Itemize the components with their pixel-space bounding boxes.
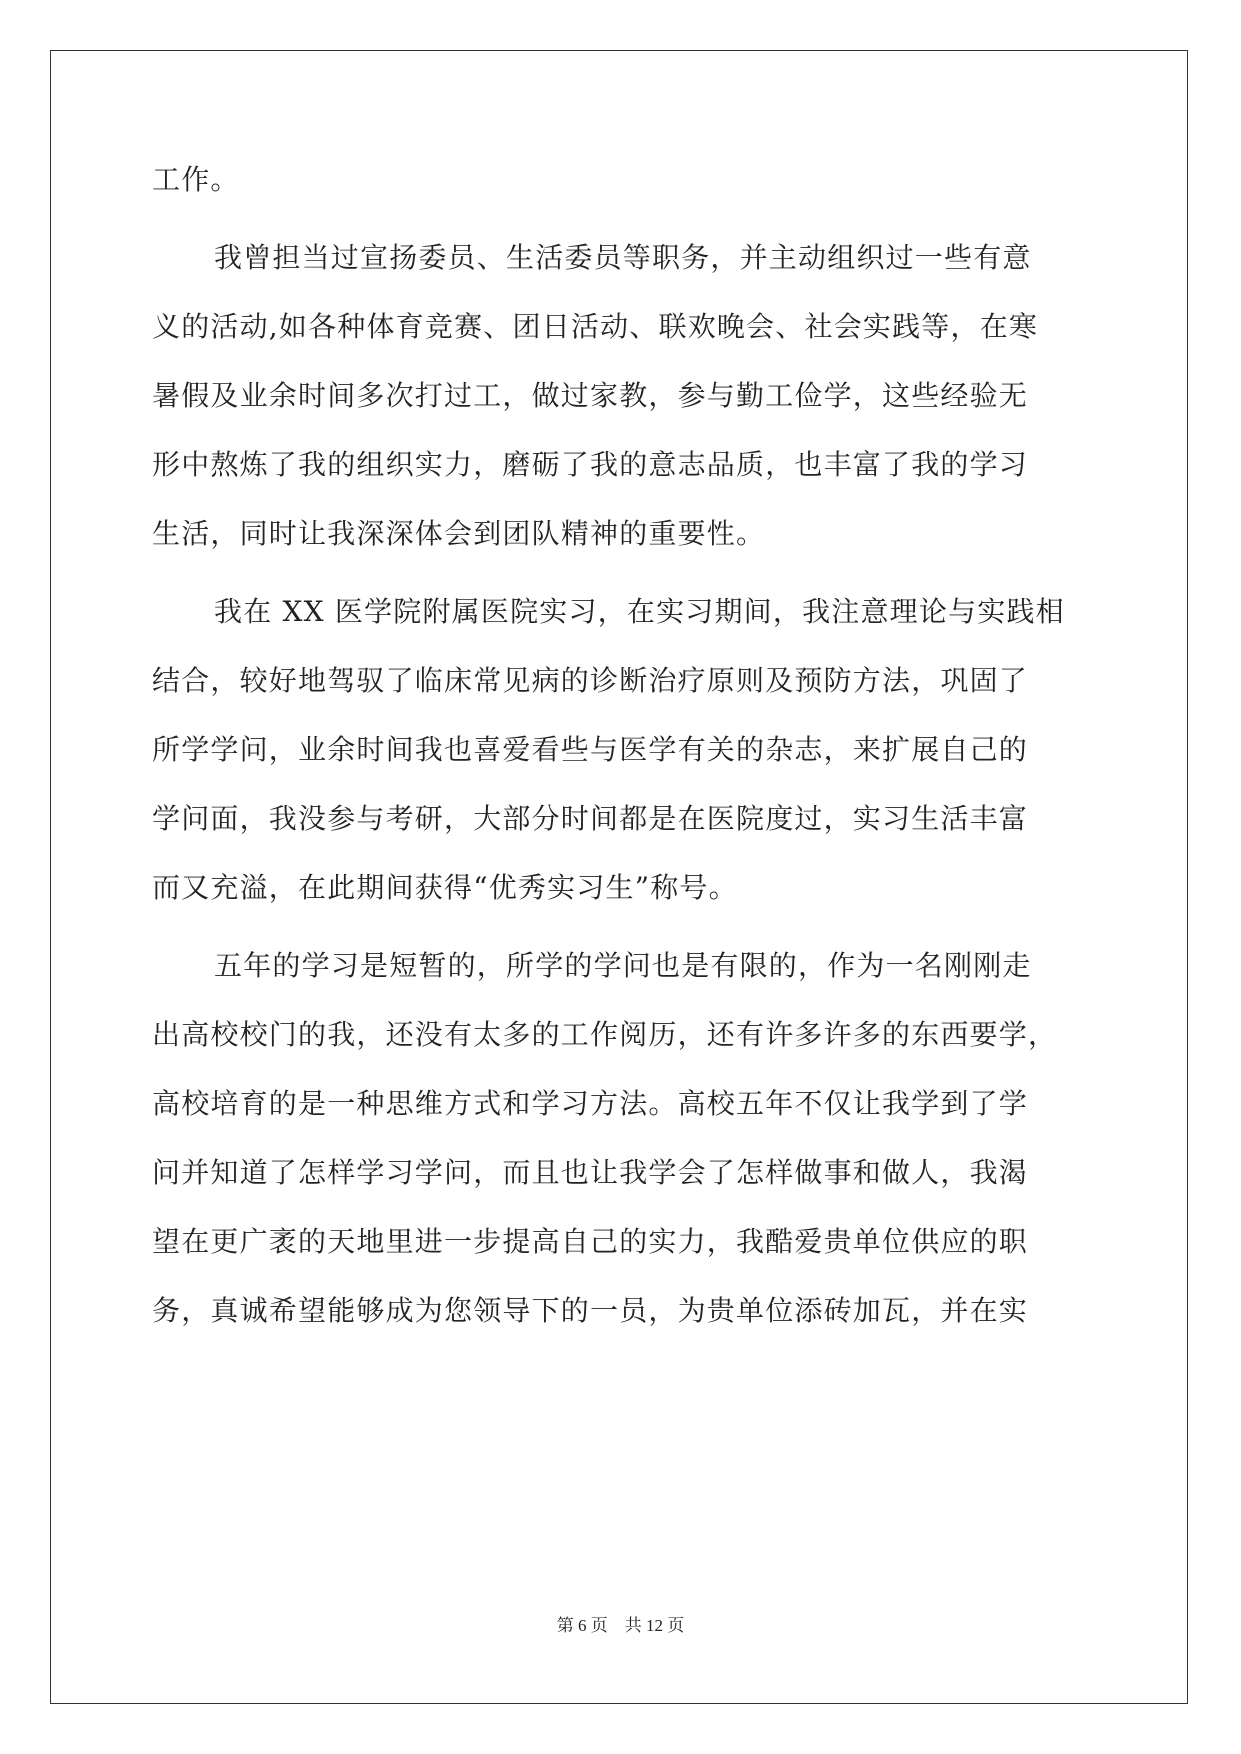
text-line: 工作。 <box>152 163 240 196</box>
text-line: 我在 XX 医学院附属医院实习，在实习期间，我注意理论与实践相 <box>214 595 1065 628</box>
text-line: 学问面，我没参与考研，大部分时间都是在医院度过，实习生活丰富 <box>152 802 1029 835</box>
text-line: 所学学问，业余时间我也喜爱看些与医学有关的杂志，来扩展自己的 <box>152 733 1029 766</box>
text-line: 义的活动,如各种体育竞赛、团日活动、联欢晚会、社会实践等，在寒 <box>152 310 1039 343</box>
text-line: 暑假及业余时间多次打过工，做过家教，参与勤工俭学，这些经验无 <box>152 379 1029 412</box>
text-line: 形中熬炼了我的组织实力，磨砺了我的意志品质，也丰富了我的学习 <box>152 448 1029 481</box>
text-line: 生活，同时让我深深体会到团队精神的重要性。 <box>152 517 766 550</box>
text-line: 望在更广袤的天地里进一步提高自己的实力，我酷爱贵单位供应的职 <box>152 1225 1029 1258</box>
text-line: 问并知道了怎样学习学问，而且也让我学会了怎样做事和做人，我渴 <box>152 1156 1029 1189</box>
text-line: 五年的学习是短暂的，所学的学问也是有限的，作为一名刚刚走 <box>214 949 1032 982</box>
page-number-footer: 第 6 页 共 12 页 <box>556 1616 685 1635</box>
text-line: 出高校校门的我，还没有太多的工作阅历，还有许多许多的东西要学， <box>152 1018 1058 1051</box>
text-line: 结合，较好地驾驭了临床常见病的诊断治疗原则及预防方法，巩固了 <box>152 664 1029 697</box>
text-line: 我曾担当过宣扬委员、生活委员等职务，并主动组织过一些有意 <box>214 241 1032 274</box>
text-line: 务，真诚希望能够成为您领导下的一员，为贵单位添砖加瓦，并在实 <box>152 1294 1029 1327</box>
text-line: 而又充溢，在此期间获得“优秀实习生”称号。 <box>152 871 738 904</box>
text-line: 高校培育的是一种思维方式和学习方法。高校五年不仅让我学到了学 <box>152 1087 1029 1120</box>
